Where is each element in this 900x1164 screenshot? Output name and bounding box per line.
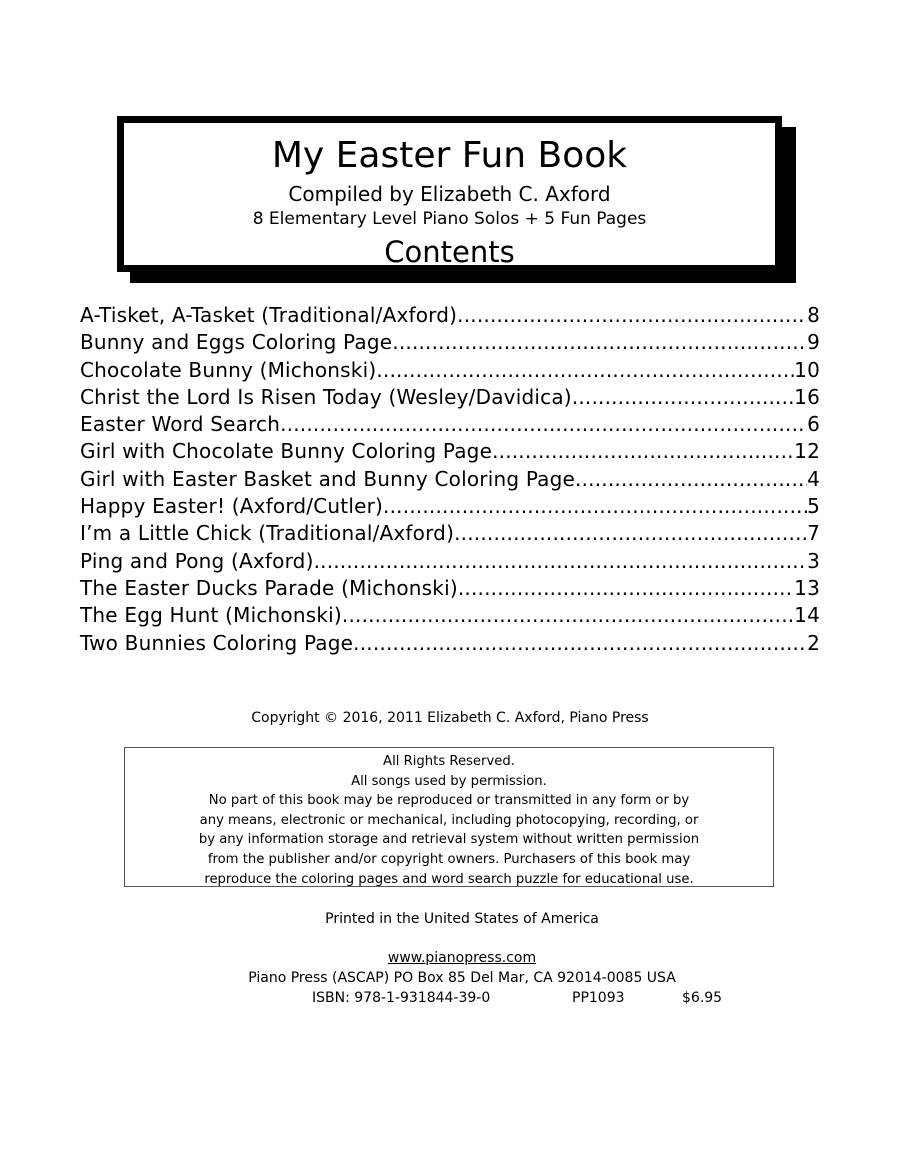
toc-entry-page: 16	[794, 384, 820, 409]
toc-entry-title: Bunny and Eggs Coloring Page	[80, 330, 393, 355]
toc-leader-dots	[392, 329, 807, 356]
publisher-address: Piano Press (ASCAP) PO Box 85 Del Mar, CA 92014-0085 USA	[248, 970, 676, 986]
contents-heading: Contents	[384, 235, 515, 269]
product-code: PP1093	[572, 990, 625, 1006]
toc-entry	[80, 357, 820, 384]
toc-entry-title: Easter Word Search	[80, 412, 281, 437]
toc-entry-page: 5	[807, 494, 820, 519]
isbn-line	[0, 988, 900, 1008]
toc-entry-title: Girl with Chocolate Bunny Coloring Page	[80, 439, 493, 464]
toc-entry-title: Ping and Pong (Axford)	[80, 548, 314, 573]
toc-entry-page: 8	[807, 303, 820, 327]
toc-entry	[80, 329, 820, 356]
book-title: My Easter Fun Book	[271, 135, 628, 176]
toc-leader-dots	[492, 438, 794, 465]
toc-entry	[80, 520, 820, 547]
toc-leader-dots	[342, 602, 794, 629]
toc-entry-page: 13	[794, 575, 820, 600]
toc-leader-dots	[458, 575, 794, 602]
toc-entry-page: 3	[807, 548, 820, 573]
toc-entry	[80, 493, 820, 520]
toc-entry-page: 14	[794, 603, 820, 628]
toc-entry-title: Happy Easter! (Axford/Cutler)	[80, 494, 384, 519]
toc-entry-page: 6	[807, 412, 820, 437]
toc-leader-dots	[454, 520, 807, 547]
rights-line: All Rights Reserved.	[383, 754, 515, 769]
toc-leader-dots	[575, 466, 807, 493]
toc-entry-title: The Easter Ducks Parade (Michonski)	[80, 575, 458, 600]
rights-line: any means, electronic or mechanical, including photocopying, recording, or	[199, 812, 699, 828]
toc-entry-title: I’m a Little Chick (Traditional/Axford)	[80, 521, 455, 546]
toc-leader-dots	[457, 302, 807, 329]
toc-entry	[80, 438, 820, 465]
copyright-notice: Copyright © 2016, 2011 Elizabeth C. Axford, Piano Press	[251, 710, 649, 726]
rights-line: from the publisher and/or copyright owners. Purchasers of this book may	[207, 851, 691, 867]
toc-entry	[80, 575, 820, 602]
table-of-contents	[80, 302, 820, 657]
toc-entry	[80, 548, 820, 575]
toc-entry-page: 7	[807, 521, 820, 546]
toc-entry-page: 10	[794, 357, 820, 382]
price: $6.95	[682, 990, 723, 1006]
printed-in-notice: Printed in the United States of America	[325, 911, 599, 927]
publisher-website-link[interactable]: www.pianopress.com	[387, 950, 537, 966]
toc-leader-dots	[572, 384, 794, 411]
toc-entry-page: 2	[807, 630, 820, 655]
toc-leader-dots	[383, 493, 807, 520]
publisher-info	[0, 948, 900, 1008]
toc-entry-title: Two Bunnies Coloring Page	[80, 630, 354, 655]
toc-entry-title: The Egg Hunt (Michonski)	[80, 603, 342, 628]
toc-entry	[80, 384, 820, 411]
toc-leader-dots	[376, 357, 794, 384]
title-box	[117, 116, 782, 272]
level-description: 8 Elementary Level Piano Solos + 5 Fun Pages	[252, 209, 647, 229]
toc-entry	[80, 466, 820, 493]
toc-entry-title: A-Tisket, A-Tasket (Traditional/Axford)	[80, 303, 458, 327]
toc-entry	[80, 602, 820, 629]
toc-entry	[80, 411, 820, 438]
compiler-credit: Compiled by Elizabeth C. Axford	[288, 182, 611, 206]
toc-leader-dots	[314, 548, 807, 575]
toc-leader-dots	[280, 411, 807, 438]
rights-line: reproduce the coloring pages and word search puzzle for educational use.	[204, 871, 694, 887]
toc-entry-page: 4	[807, 466, 820, 491]
toc-leader-dots	[353, 630, 807, 657]
toc-entry-page: 12	[794, 439, 820, 464]
toc-entry-title: Christ the Lord Is Risen Today (Wesley/Davidica)	[80, 384, 572, 409]
toc-entry-page: 9	[807, 330, 820, 355]
toc-entry	[80, 302, 820, 329]
toc-entry	[80, 630, 820, 657]
rights-line: No part of this book may be reproduced or transmitted in any form or by	[208, 793, 690, 809]
toc-entry-title: Girl with Easter Basket and Bunny Coloring Page	[80, 466, 576, 491]
rights-box	[124, 747, 774, 887]
rights-line: All songs used by permission.	[351, 773, 547, 789]
toc-entry-title: Chocolate Bunny (Michonski)	[80, 357, 377, 382]
isbn-number: ISBN: 978-1-931844-39-0	[312, 990, 491, 1006]
rights-line: by any information storage and retrieval system without written permission	[198, 832, 700, 848]
